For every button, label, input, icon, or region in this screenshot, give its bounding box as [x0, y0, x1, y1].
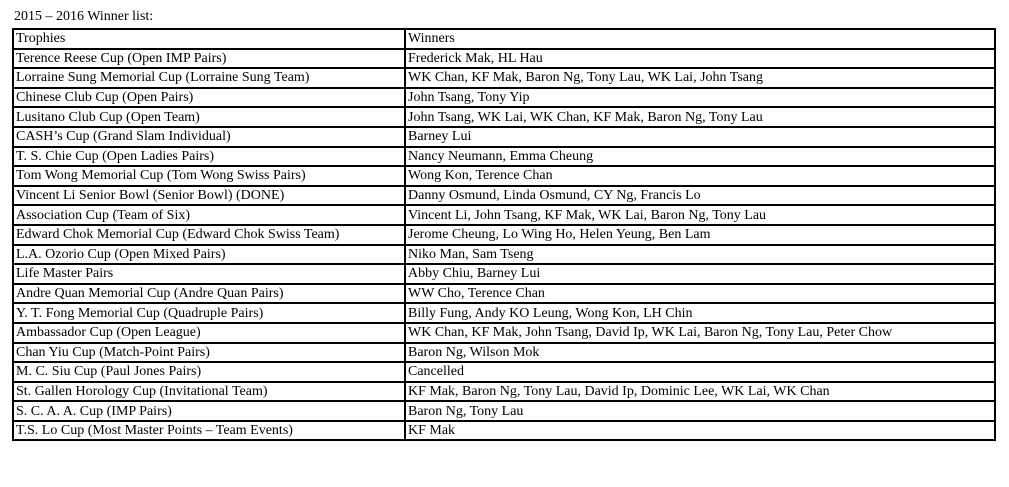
winner-table-body [13, 29, 995, 440]
winner-table [12, 28, 996, 441]
table-row [13, 68, 995, 88]
column-header-winners: Winners [405, 29, 995, 49]
trophy-cell: Vincent Li Senior Bowl (Senior Bowl) (DONE) [13, 186, 405, 206]
winners-cell: KF Mak, Baron Ng, Tony Lau, David Ip, Dominic Lee, WK Lai, WK Chan [405, 382, 995, 402]
trophy-cell: CASH’s Cup (Grand Slam Individual) [13, 127, 405, 147]
winners-cell: Abby Chiu, Barney Lui [405, 264, 995, 284]
table-row [13, 421, 995, 441]
winners-cell: Vincent Li, John Tsang, KF Mak, WK Lai, Baron Ng, Tony Lau [405, 205, 995, 225]
trophy-cell: Ambassador Cup (Open League) [13, 323, 405, 343]
winners-cell: Frederick Mak, HL Hau [405, 49, 995, 69]
trophy-cell: Lusitano Club Cup (Open Team) [13, 107, 405, 127]
document-caption: 2015 – 2016 Winner list: [14, 9, 154, 24]
winners-cell: Nancy Neumann, Emma Cheung [405, 147, 995, 167]
trophy-cell: T.S. Lo Cup (Most Master Points – Team Events) [13, 421, 405, 441]
winners-cell: Baron Ng, Wilson Mok [405, 343, 995, 363]
winners-cell: Billy Fung, Andy KO Leung, Wong Kon, LH Chin [405, 303, 995, 323]
winners-cell: WW Cho, Terence Chan [405, 284, 995, 304]
winners-cell: WK Chan, KF Mak, Baron Ng, Tony Lau, WK Lai, John Tsang [405, 68, 995, 88]
trophy-cell: L.A. Ozorio Cup (Open Mixed Pairs) [13, 245, 405, 265]
table-row [13, 205, 995, 225]
trophy-cell: Terence Reese Cup (Open IMP Pairs) [13, 49, 405, 69]
table-row [13, 166, 995, 186]
column-header-trophies: Trophies [13, 29, 405, 49]
winners-cell: Baron Ng, Tony Lau [405, 401, 995, 421]
winners-cell: Danny Osmund, Linda Osmund, CY Ng, Francis Lo [405, 186, 995, 206]
trophy-cell: Chinese Club Cup (Open Pairs) [13, 88, 405, 108]
table-row [13, 323, 995, 343]
table-row [13, 284, 995, 304]
trophy-cell: Edward Chok Memorial Cup (Edward Chok Swiss Team) [13, 225, 405, 245]
table-header-row [13, 29, 995, 49]
table-row [13, 147, 995, 167]
trophy-cell: Life Master Pairs [13, 264, 405, 284]
trophy-cell: Andre Quan Memorial Cup (Andre Quan Pairs) [13, 284, 405, 304]
winners-cell: Barney Lui [405, 127, 995, 147]
table-row [13, 343, 995, 363]
table-row [13, 88, 995, 108]
trophy-cell: Tom Wong Memorial Cup (Tom Wong Swiss Pairs) [13, 166, 405, 186]
winners-cell: Jerome Cheung, Lo Wing Ho, Helen Yeung, Ben Lam [405, 225, 995, 245]
winners-cell: KF Mak [405, 421, 995, 441]
winners-cell: John Tsang, WK Lai, WK Chan, KF Mak, Baron Ng, Tony Lau [405, 107, 995, 127]
winners-cell: WK Chan, KF Mak, John Tsang, David Ip, WK Lai, Baron Ng, Tony Lau, Peter Chow [405, 323, 995, 343]
trophy-cell: Association Cup (Team of Six) [13, 205, 405, 225]
table-row [13, 49, 995, 69]
table-row [13, 186, 995, 206]
winners-cell: Wong Kon, Terence Chan [405, 166, 995, 186]
trophy-cell: St. Gallen Horology Cup (Invitational Team) [13, 382, 405, 402]
trophy-cell: T. S. Chie Cup (Open Ladies Pairs) [13, 147, 405, 167]
trophy-cell: Chan Yiu Cup (Match-Point Pairs) [13, 343, 405, 363]
trophy-cell: S. C. A. A. Cup (IMP Pairs) [13, 401, 405, 421]
winners-cell: Cancelled [405, 362, 995, 382]
table-row [13, 362, 995, 382]
trophy-cell: M. C. Siu Cup (Paul Jones Pairs) [13, 362, 405, 382]
winners-cell: Niko Man, Sam Tseng [405, 245, 995, 265]
table-row [13, 127, 995, 147]
table-row [13, 303, 995, 323]
table-row [13, 264, 995, 284]
trophy-cell: Y. T. Fong Memorial Cup (Quadruple Pairs) [13, 303, 405, 323]
table-row [13, 245, 995, 265]
table-row [13, 225, 995, 245]
table-row [13, 107, 995, 127]
trophy-cell: Lorraine Sung Memorial Cup (Lorraine Sung Team) [13, 68, 405, 88]
table-row [13, 382, 995, 402]
winners-cell: John Tsang, Tony Yip [405, 88, 995, 108]
table-row [13, 401, 995, 421]
